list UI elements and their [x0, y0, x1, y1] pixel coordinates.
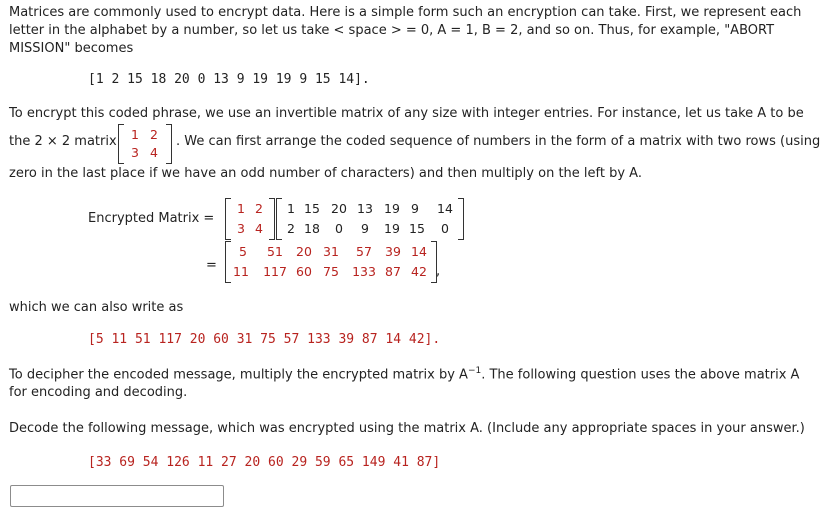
matrix-cell: 1 [131, 127, 139, 142]
matrix-cell: 87 [385, 264, 401, 279]
matrix-cell: 19 [384, 201, 400, 216]
left-bracket [118, 124, 124, 164]
matrix-cell: 75 [323, 264, 339, 279]
para2-line-2a: the 2 × 2 matrix [9, 134, 117, 149]
matrix-cell: 0 [335, 221, 343, 236]
matrix-cell: 13 [357, 201, 373, 216]
right-bracket [458, 198, 464, 240]
intro-line-3: MISSION" becomes [9, 41, 134, 56]
matrix-cell: 15 [304, 201, 320, 216]
right-bracket [269, 198, 275, 240]
matrix-cell: 18 [304, 221, 320, 236]
matrix-cell: 2 [150, 127, 158, 142]
question-text: Decode the following message, which was encrypted using the matrix A. (Include any appropriate spaces in your answer.) [9, 421, 805, 436]
matrix-cell: 117 [263, 264, 287, 279]
matrix-cell: 4 [150, 145, 158, 160]
matrix-cell: 20 [296, 244, 312, 259]
matrix-cell: 3 [131, 145, 139, 160]
matrix-cell: 60 [296, 264, 312, 279]
encrypted-matrix-label: Encrypted Matrix = [88, 211, 215, 226]
matrix-cell: 57 [356, 244, 372, 259]
matrix-cell: 2 [287, 221, 295, 236]
matrix-cell: 1 [237, 201, 245, 216]
coded-sequence: [1 2 15 18 20 0 13 9 19 19 9 15 14]. [88, 72, 370, 87]
matrix-cell: 133 [352, 264, 376, 279]
matrix-cell: 1 [287, 201, 295, 216]
intro-line-2: letter in the alphabet by a number, so let us take < space > = 0, A = 1, B = 2, and so on. Thus, for example, "ABORT [9, 23, 775, 38]
matrix-cell: 14 [411, 244, 427, 259]
matrix-cell: 5 [239, 244, 247, 259]
matrix-a [225, 198, 277, 240]
trailing-comma: , [436, 264, 441, 279]
which-text: which we can also write as [9, 300, 184, 315]
coded-matrix [276, 198, 466, 240]
decipher-line-1 [9, 366, 799, 382]
matrix-cell: 9 [361, 221, 369, 236]
matrix-cell: 15 [409, 221, 425, 236]
matrix-cell: 42 [411, 264, 427, 279]
decipher-line-2: for encoding and decoding. [9, 385, 188, 400]
para2-line-1: To encrypt this coded phrase, we use an invertible matrix of any size with integer entries. For instance, let us take A to be [9, 106, 804, 121]
inverse-superscript: −1 [467, 366, 482, 376]
decipher-text-a: To decipher the encoded message, multiply the encrypted matrix by A [9, 367, 468, 383]
equals-sign: = [206, 258, 217, 273]
matrix-cell: 2 [255, 201, 263, 216]
matrix-cell: 11 [233, 264, 249, 279]
matrix-cell: 3 [237, 221, 245, 236]
matrix-cell: 31 [323, 244, 339, 259]
matrix-cell: 19 [384, 221, 400, 236]
matrix-a-inline [118, 124, 174, 164]
matrix-cell: 0 [441, 221, 449, 236]
left-bracket [225, 198, 231, 240]
encrypted-sequence: [5 11 51 117 20 60 31 75 57 133 39 87 14 42]. [88, 332, 441, 347]
matrix-cell: 14 [437, 201, 453, 216]
para2-line-2b: . We can first arrange the coded sequence of numbers in the form of a matrix with two rows (using [176, 134, 821, 149]
message-sequence: [33 69 54 126 11 27 20 60 29 59 65 149 41 87] [88, 455, 441, 470]
matrix-cell: 9 [411, 201, 419, 216]
para2-line-3: zero in the last place if we have an odd number of characters) and then multiply on the left by A. [9, 166, 642, 181]
decipher-text-b: . The following question uses the above matrix A [481, 367, 800, 383]
matrix-cell: 51 [267, 244, 283, 259]
right-bracket [166, 124, 172, 164]
result-matrix [225, 241, 445, 283]
matrix-cell: 39 [385, 244, 401, 259]
intro-line-1: Matrices are commonly used to encrypt data. Here is a simple form such an encryption can take. First, we represent each [9, 5, 802, 20]
matrix-cell: 4 [255, 221, 263, 236]
answer-input[interactable] [10, 485, 224, 507]
matrix-cell: 20 [331, 201, 347, 216]
